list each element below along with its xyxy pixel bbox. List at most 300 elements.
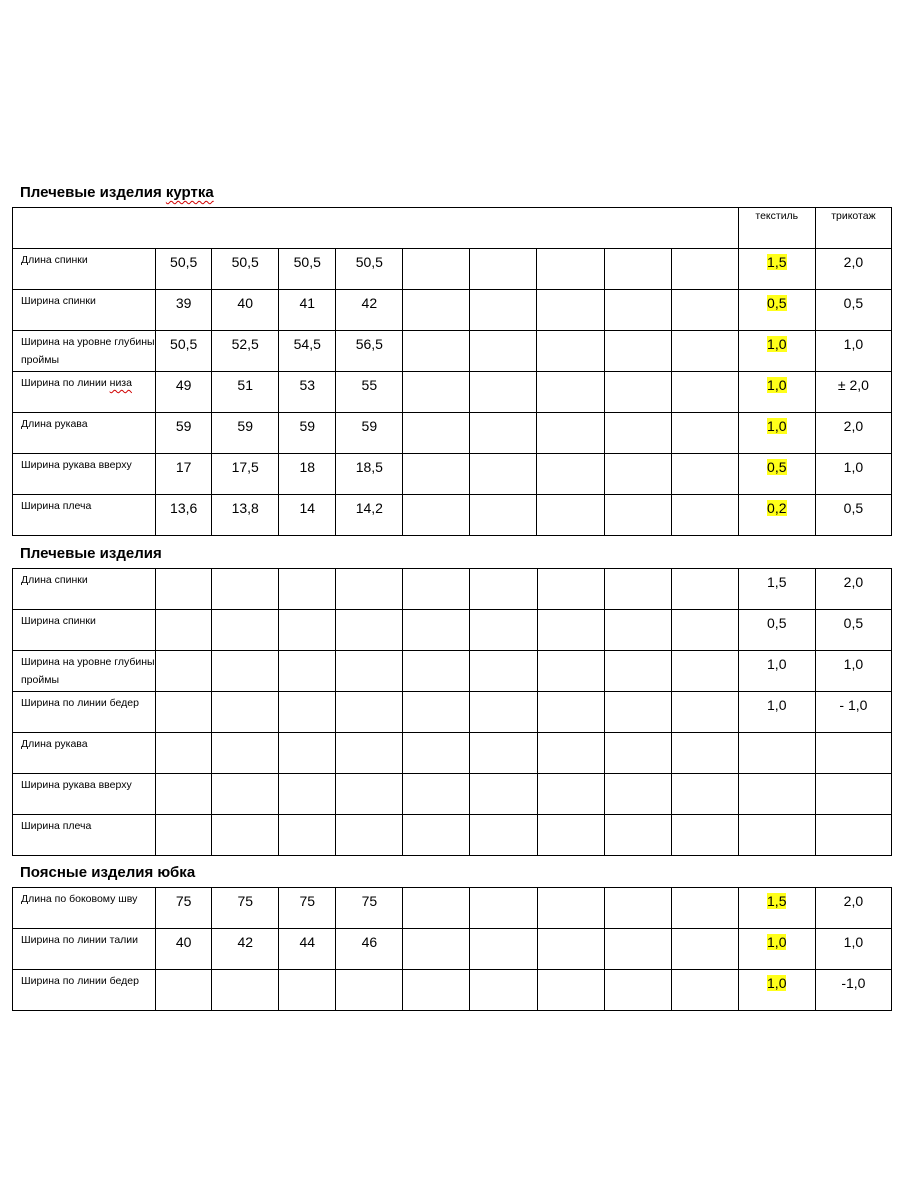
row-label: Ширина по линии низа [21,377,132,389]
size-value-cell [156,249,212,290]
size-value-cell [403,929,470,970]
size-value: 14,2 [355,500,383,516]
size-value-cell [212,815,279,856]
row-label: Ширина рукава вверху [21,779,132,791]
size-value-cell [403,610,470,651]
row-label-cell [13,372,156,413]
table-shoulder [12,568,892,856]
textile-tolerance-cell [738,290,815,331]
size-value: 42 [361,295,378,311]
size-value-cell [212,651,279,692]
size-value: 44 [299,934,316,950]
size-value-cell [279,413,336,454]
size-value: 50,5 [231,254,259,270]
table-row [13,815,892,856]
row-label: Ширина плеча [21,820,92,832]
size-value-cell [403,372,470,413]
size-value-cell [470,888,537,929]
table-row [13,888,892,929]
section-title-underlined: куртка [165,184,214,201]
size-value-cell [336,610,403,651]
size-value-cell [604,929,671,970]
size-value-cell [336,651,403,692]
size-value-cell [537,249,604,290]
size-value-cell [279,249,336,290]
size-value: 46 [361,934,378,950]
knit-tolerance: 2,0 [843,893,864,909]
textile-tolerance-cell [738,733,815,774]
size-value-cell [671,495,738,536]
size-value-cell [671,569,738,610]
size-value-cell [403,651,470,692]
size-value-cell [403,495,470,536]
size-value: 51 [237,377,253,393]
size-value-cell [604,569,671,610]
knit-tolerance-cell [815,495,891,536]
header-textile: текстиль [738,208,815,249]
size-value-cell [336,692,403,733]
table-row [13,331,892,372]
knit-tolerance: 0,5 [843,500,864,516]
knit-tolerance-cell [815,454,891,495]
size-value-cell [212,774,279,815]
size-value-cell [279,331,336,372]
size-value-cell [537,651,604,692]
size-value-cell [537,970,604,1011]
table-row [13,495,892,536]
size-value-cell [671,651,738,692]
size-value-cell [212,733,279,774]
knit-tolerance-cell [815,290,891,331]
size-value-cell [212,331,279,372]
size-value-cell [336,413,403,454]
knit-tolerance: ± 2,0 [837,377,869,393]
size-value-cell [604,331,671,372]
size-value-cell [212,372,279,413]
size-value: 39 [175,295,192,311]
knit-tolerance-cell [815,569,891,610]
size-value-cell [470,249,537,290]
size-value: 54,5 [293,336,321,352]
size-value-cell [336,815,403,856]
header-blank-cell [13,208,739,249]
size-value-cell [671,290,738,331]
size-value: 18 [299,459,316,475]
table-row [13,970,892,1011]
textile-tolerance-cell [738,929,815,970]
size-value-cell [279,372,336,413]
size-value-cell [156,290,212,331]
row-label: Ширина на уровне глубины проймы [21,336,155,366]
knit-tolerance: 2,0 [843,418,864,434]
size-value-cell [156,413,212,454]
size-value-cell [156,929,212,970]
size-value-cell [604,413,671,454]
size-value-cell [279,454,336,495]
size-value-cell [403,290,470,331]
table-row [13,290,892,331]
size-value-cell [604,888,671,929]
textile-tolerance-cell [738,495,815,536]
size-value-cell [156,331,212,372]
textile-tolerance-cell [738,692,815,733]
table-row [13,929,892,970]
row-label-cell [13,331,156,372]
knit-tolerance [816,774,891,779]
knit-tolerance [816,733,891,738]
size-value-cell [156,815,212,856]
row-label: Ширина рукава вверху [21,459,132,471]
row-label-cell [13,888,156,929]
size-value-cell [537,610,604,651]
size-value-cell [470,692,537,733]
size-value-cell [403,888,470,929]
size-value: 14 [299,500,316,516]
knit-tolerance-cell [815,929,891,970]
size-value-cell [336,733,403,774]
size-value-cell [336,495,403,536]
table-row [13,651,892,692]
table-row [13,692,892,733]
size-value-cell [604,815,671,856]
size-value-cell [537,815,604,856]
size-value-cell [156,454,212,495]
size-value: 13,8 [231,500,259,516]
size-value-cell [336,454,403,495]
row-label: Ширина по линии бедер [21,975,139,987]
size-value-cell [604,610,671,651]
row-label: Ширина плеча [21,500,92,512]
size-value-cell [671,249,738,290]
header-knit: трикотаж [815,208,891,249]
size-value-cell [156,774,212,815]
row-label: Длина рукава [21,418,88,430]
row-label-cell [13,774,156,815]
size-value-cell [604,290,671,331]
textile-tolerance: 1,0 [767,656,787,672]
size-value-cell [671,372,738,413]
row-label-cell [13,733,156,774]
size-value-cell [470,454,537,495]
knit-tolerance-cell [815,610,891,651]
textile-tolerance-cell [738,815,815,856]
section-title-text: Плечевые изделия [20,184,166,201]
table-jacket [12,207,892,536]
knit-tolerance-cell [815,888,891,929]
size-value-cell [212,413,279,454]
textile-tolerance: 1,0 [767,975,787,991]
size-value-cell [537,331,604,372]
knit-tolerance-cell [815,413,891,454]
size-value: 50,5 [170,336,198,352]
size-value: 56,5 [355,336,383,352]
size-value-cell [671,692,738,733]
size-value: 59 [299,418,316,434]
size-value-cell [403,970,470,1011]
knit-tolerance-cell [815,774,891,815]
textile-tolerance: 1,0 [767,934,787,950]
size-value-cell [156,610,212,651]
size-value-cell [403,413,470,454]
size-value [156,970,211,975]
row-label-cell [13,692,156,733]
size-value-cell [470,331,537,372]
textile-tolerance-cell [738,413,815,454]
size-value: 18,5 [355,459,383,475]
size-value-cell [403,249,470,290]
size-value-cell [470,372,537,413]
textile-tolerance: 1,0 [767,697,787,713]
size-value-cell [336,888,403,929]
size-value-cell [537,454,604,495]
size-value-cell [604,249,671,290]
size-value-cell [604,692,671,733]
row-label: Длина по боковому шву [21,893,138,905]
textile-tolerance-cell [738,372,815,413]
size-value-cell [537,569,604,610]
size-value: 75 [361,893,378,909]
size-value-cell [470,929,537,970]
knit-tolerance: 1,0 [843,459,864,475]
size-value-cell [156,372,212,413]
textile-tolerance-cell [738,610,815,651]
size-value-cell [279,651,336,692]
row-label-cell [13,970,156,1011]
size-value-cell [671,733,738,774]
size-value-cell [604,733,671,774]
table-skirt [12,887,892,1011]
size-value-cell [671,413,738,454]
textile-tolerance: 1,0 [767,377,787,393]
knit-tolerance-cell [815,970,891,1011]
size-value: 40 [175,934,192,950]
row-label-cell [13,651,156,692]
size-value: 59 [361,418,378,434]
size-value-cell [403,815,470,856]
knit-tolerance-cell [815,733,891,774]
size-value: 50,5 [293,254,321,270]
size-value: 42 [237,934,254,950]
size-value-cell [336,331,403,372]
textile-tolerance: 1,5 [767,254,787,270]
size-value-cell [470,651,537,692]
size-value-cell [671,774,738,815]
size-value: 75 [299,893,316,909]
size-value-cell [279,692,336,733]
size-value-cell [212,970,279,1011]
size-value [212,970,278,975]
size-value-cell [336,970,403,1011]
row-label: Ширина по линии талии [21,934,139,946]
size-value-cell [470,774,537,815]
table-row [13,569,892,610]
textile-tolerance: 0,5 [767,295,787,311]
size-value-cell [403,331,470,372]
row-label-cell [13,290,156,331]
size-value: 17,5 [231,459,259,475]
textile-tolerance: 1,5 [767,893,787,909]
knit-tolerance [816,815,891,820]
size-value-cell [336,569,403,610]
size-value-cell [537,495,604,536]
size-value-cell [470,970,537,1011]
row-label-cell [13,610,156,651]
size-value: 50,5 [355,254,383,270]
size-value-cell [470,413,537,454]
size-value-cell [279,733,336,774]
size-value: 75 [175,893,192,909]
textile-tolerance-cell [738,249,815,290]
row-label-cell [13,569,156,610]
size-value-cell [537,774,604,815]
size-value: 52,5 [231,336,259,352]
size-value-cell [279,774,336,815]
table-row [13,610,892,651]
size-value-cell [336,249,403,290]
table-row [13,454,892,495]
textile-tolerance-cell [738,331,815,372]
size-value [279,970,335,975]
size-value-cell [403,692,470,733]
section-title-skirt: Поясные изделия юбка [20,864,196,881]
size-value-cell [336,774,403,815]
table-row [13,413,892,454]
row-label-cell [13,454,156,495]
knit-tolerance: - 1,0 [839,697,868,713]
size-value-cell [537,372,604,413]
row-label: Ширина на уровне глубины проймы [21,656,155,686]
size-value-cell [212,454,279,495]
size-value-cell [537,692,604,733]
size-value [336,970,402,975]
size-value-cell [212,888,279,929]
size-value-cell [156,569,212,610]
size-value: 75 [237,893,254,909]
size-value: 59 [175,418,192,434]
section-title-jacket [20,184,214,202]
size-value-cell [212,290,279,331]
textile-tolerance-cell [738,569,815,610]
size-value-cell [156,692,212,733]
table-row [13,249,892,290]
size-value-cell [470,290,537,331]
size-value-cell [336,290,403,331]
knit-tolerance: 2,0 [843,574,864,590]
textile-tolerance-cell [738,774,815,815]
row-label: Ширина спинки [21,295,96,307]
textile-tolerance-cell [738,454,815,495]
textile-tolerance: 1,0 [767,336,787,352]
table-row [13,733,892,774]
size-value-cell [470,815,537,856]
size-value-cell [470,733,537,774]
knit-tolerance: 2,0 [843,254,864,270]
knit-tolerance-cell [815,331,891,372]
knit-tolerance-cell [815,815,891,856]
size-value: 53 [299,377,316,393]
size-value: 13,6 [170,500,198,516]
size-value-cell [156,970,212,1011]
size-value: 40 [237,295,253,311]
size-value-cell [604,372,671,413]
size-value-cell [156,733,212,774]
size-value-cell [671,610,738,651]
size-value-cell [156,495,212,536]
knit-tolerance-cell [815,651,891,692]
size-value-cell [604,495,671,536]
size-value-cell [671,331,738,372]
size-value-cell [279,610,336,651]
size-value-cell [212,929,279,970]
row-label: Длина рукава [21,738,88,750]
size-value-cell [212,495,279,536]
textile-tolerance: 0,2 [767,500,787,516]
size-value-cell [537,733,604,774]
size-value-cell [336,372,403,413]
textile-tolerance-cell [738,651,815,692]
size-value-cell [212,610,279,651]
size-value-cell [279,888,336,929]
knit-tolerance-cell [815,372,891,413]
textile-tolerance-cell [738,888,815,929]
size-value-cell [604,651,671,692]
table-row [13,372,892,413]
row-label: Ширина по линии бедер [21,697,139,709]
table-row [13,774,892,815]
row-label: Ширина спинки [21,615,96,627]
size-value-cell [212,569,279,610]
knit-tolerance: 1,0 [843,656,864,672]
size-value-cell [403,733,470,774]
size-value-cell [470,610,537,651]
size-value-cell [537,290,604,331]
textile-tolerance: 0,5 [767,615,787,631]
section-title-shoulder: Плечевые изделия [20,545,162,562]
size-value-cell [537,888,604,929]
knit-tolerance: 0,5 [843,295,864,311]
row-label: Длина спинки [21,574,88,586]
textile-tolerance: 0,5 [767,459,787,475]
size-value-cell [403,569,470,610]
row-label-cell [13,495,156,536]
size-value-cell [279,569,336,610]
size-value: 55 [361,377,378,393]
size-value-cell [671,929,738,970]
size-value-cell [336,929,403,970]
size-value-cell [604,454,671,495]
size-value: 59 [237,418,253,434]
table-header-row [13,208,892,249]
size-value-cell [156,651,212,692]
row-label-cell [13,413,156,454]
size-value-cell [279,929,336,970]
size-value-cell [279,815,336,856]
textile-tolerance: 1,0 [767,418,787,434]
size-value-cell [671,970,738,1011]
knit-tolerance: 0,5 [843,615,864,631]
textile-tolerance-cell [738,970,815,1011]
size-value: 50,5 [170,254,198,270]
row-label-cell [13,249,156,290]
knit-tolerance: 1,0 [843,336,864,352]
size-value-cell [279,290,336,331]
knit-tolerance: -1,0 [841,975,866,991]
knit-tolerance: 1,0 [843,934,864,950]
size-value-cell [604,970,671,1011]
size-value-cell [156,888,212,929]
size-value-cell [212,692,279,733]
row-label-cell [13,815,156,856]
